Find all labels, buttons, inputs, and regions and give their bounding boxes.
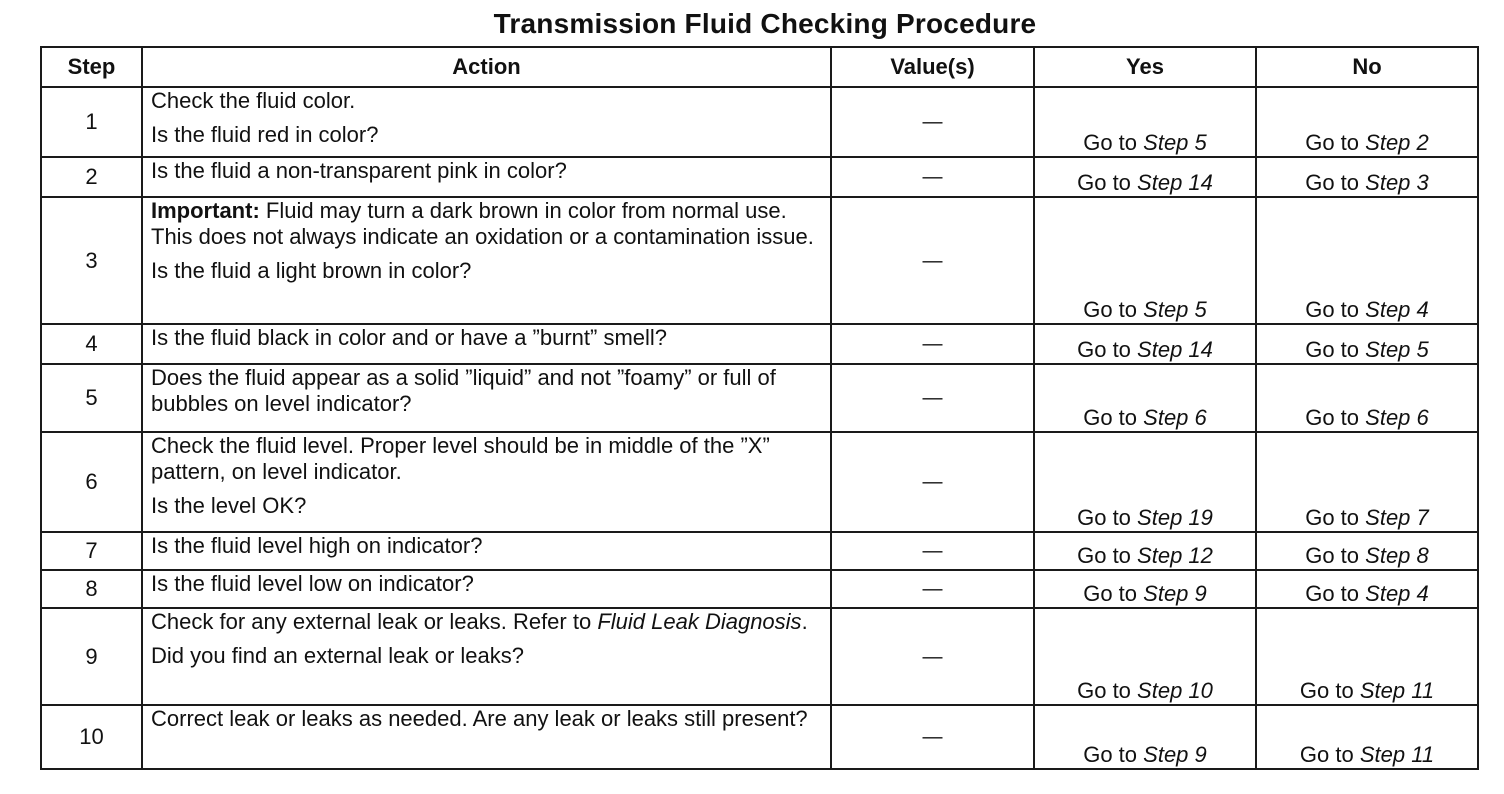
- table-body: [41, 87, 1478, 769]
- value-cell: —: [831, 570, 1034, 608]
- go-to-prefix: Go to: [1305, 130, 1360, 155]
- table-row: [41, 705, 1478, 769]
- go-to-step-yes: Step 9: [1143, 581, 1207, 606]
- col-header-action: Action: [142, 47, 831, 87]
- reference-title: Fluid Leak Diagnosis: [597, 609, 802, 634]
- go-to-step-yes: Step 12: [1137, 543, 1213, 568]
- action-paragraph: [151, 533, 822, 559]
- action-text: Fluid may turn a dark brown in color from normal use. This does not always indicate an oxidation or a contamination issue.: [151, 198, 814, 249]
- value-cell: —: [831, 608, 1034, 705]
- step-number: 7: [41, 532, 142, 570]
- table-row: [41, 324, 1478, 364]
- go-to-prefix: Go to: [1077, 337, 1131, 362]
- go-to-step-no: Step 6: [1365, 405, 1429, 430]
- value-cell: —: [831, 87, 1034, 157]
- col-header-step: Step: [41, 47, 142, 87]
- go-to-prefix: Go to: [1083, 581, 1138, 606]
- go-to-step-yes: Step 9: [1143, 742, 1207, 767]
- action-cell: [142, 197, 831, 324]
- step-number: 1: [41, 87, 142, 157]
- procedure-table: [40, 46, 1479, 770]
- table-row: [41, 87, 1478, 157]
- step-number: 8: [41, 570, 142, 608]
- no-cell: [1256, 570, 1478, 608]
- go-to-step-no: Step 11: [1359, 742, 1435, 767]
- col-header-no: No: [1256, 47, 1478, 87]
- no-cell: [1256, 87, 1478, 157]
- action-paragraph: [151, 198, 822, 250]
- go-to-prefix: Go to: [1083, 297, 1138, 322]
- step-number: 2: [41, 157, 142, 197]
- go-to-prefix: Go to: [1077, 170, 1131, 195]
- action-paragraph: [151, 325, 822, 351]
- action-text: Is the fluid a non-transparent pink in color?: [151, 158, 567, 183]
- table-row: [41, 532, 1478, 570]
- action-cell: [142, 364, 831, 432]
- action-paragraph: [151, 365, 822, 417]
- go-to-prefix: Go to: [1305, 543, 1360, 568]
- action-cell: [142, 608, 831, 705]
- go-to-step-no: Step 7: [1365, 505, 1429, 530]
- value-cell: —: [831, 532, 1034, 570]
- go-to-prefix: Go to: [1305, 337, 1360, 362]
- value-cell: —: [831, 364, 1034, 432]
- go-to-prefix: Go to: [1305, 505, 1360, 530]
- no-cell: [1256, 432, 1478, 532]
- action-cell: [142, 705, 831, 769]
- go-to-step-no: Step 5: [1365, 337, 1429, 362]
- yes-cell: [1034, 364, 1256, 432]
- important-label: Important:: [151, 198, 260, 223]
- action-paragraph: [151, 122, 822, 148]
- go-to-prefix: Go to: [1083, 130, 1138, 155]
- no-cell: [1256, 532, 1478, 570]
- go-to-prefix: Go to: [1083, 405, 1138, 430]
- go-to-prefix: Go to: [1077, 678, 1131, 703]
- no-cell: [1256, 608, 1478, 705]
- go-to-prefix: Go to: [1305, 581, 1360, 606]
- action-text: Does the fluid appear as a solid ”liquid” and not ”foamy” or full of bubbles on level indicator?: [151, 365, 776, 416]
- action-cell: [142, 324, 831, 364]
- table-row: [41, 608, 1478, 705]
- action-text: Check the fluid level. Proper level should be in middle of the ”X” pattern, on level indicator.: [151, 433, 770, 484]
- value-cell: —: [831, 197, 1034, 324]
- go-to-prefix: Go to: [1305, 405, 1360, 430]
- go-to-prefix: Go to: [1299, 742, 1354, 767]
- yes-cell: [1034, 87, 1256, 157]
- go-to-step-yes: Step 19: [1137, 505, 1213, 530]
- table-row: [41, 570, 1478, 608]
- value-cell: —: [831, 157, 1034, 197]
- action-paragraph: [151, 433, 822, 485]
- go-to-prefix: Go to: [1305, 170, 1360, 195]
- go-to-step-no: Step 8: [1365, 543, 1429, 568]
- action-text: Is the fluid a light brown in color?: [151, 258, 472, 283]
- go-to-step-no: Step 2: [1365, 130, 1429, 155]
- step-number: 4: [41, 324, 142, 364]
- action-cell: [142, 532, 831, 570]
- yes-cell: [1034, 432, 1256, 532]
- table-row: [41, 157, 1478, 197]
- yes-cell: [1034, 608, 1256, 705]
- go-to-step-yes: Step 14: [1137, 170, 1213, 195]
- yes-cell: [1034, 532, 1256, 570]
- step-number: 10: [41, 705, 142, 769]
- action-cell: [142, 570, 831, 608]
- value-cell: —: [831, 432, 1034, 532]
- go-to-prefix: Go to: [1299, 678, 1354, 703]
- action-paragraph: [151, 609, 822, 635]
- yes-cell: [1034, 324, 1256, 364]
- action-text: Is the level OK?: [151, 493, 307, 518]
- no-cell: [1256, 197, 1478, 324]
- table-row: [41, 197, 1478, 324]
- go-to-step-yes: Step 14: [1137, 337, 1213, 362]
- action-cell: [142, 157, 831, 197]
- action-text: Is the fluid level low on indicator?: [151, 571, 474, 596]
- action-paragraph: [151, 643, 822, 669]
- page-title: Transmission Fluid Checking Procedure: [493, 8, 1037, 39]
- step-number: 3: [41, 197, 142, 324]
- no-cell: [1256, 157, 1478, 197]
- action-text: Correct leak or leaks as needed. Are any leak or leaks still present?: [151, 706, 808, 731]
- value-cell: —: [831, 705, 1034, 769]
- action-text: Check for any external leak or leaks. Refer to: [151, 609, 598, 634]
- go-to-prefix: Go to: [1083, 742, 1138, 767]
- yes-cell: [1034, 157, 1256, 197]
- yes-cell: [1034, 705, 1256, 769]
- step-number: 9: [41, 608, 142, 705]
- action-paragraph: [151, 158, 822, 184]
- action-text: Did you find an external leak or leaks?: [151, 643, 524, 668]
- action-paragraph: [151, 571, 822, 597]
- go-to-step-yes: Step 10: [1137, 678, 1213, 703]
- action-cell: [142, 87, 831, 157]
- go-to-step-no: Step 11: [1359, 678, 1435, 703]
- no-cell: [1256, 324, 1478, 364]
- action-paragraph: [151, 88, 822, 114]
- action-text: Is the fluid red in color?: [151, 122, 379, 147]
- go-to-step-yes: Step 5: [1143, 130, 1207, 155]
- step-number: 6: [41, 432, 142, 532]
- col-header-yes: Yes: [1034, 47, 1256, 87]
- no-cell: [1256, 705, 1478, 769]
- action-text: Check the fluid color.: [151, 88, 356, 113]
- go-to-step-no: Step 4: [1365, 581, 1429, 606]
- action-paragraph: [151, 493, 822, 519]
- step-number: 5: [41, 364, 142, 432]
- action-text: Is the fluid level high on indicator?: [151, 533, 483, 558]
- value-cell: —: [831, 324, 1034, 364]
- go-to-step-yes: Step 6: [1143, 405, 1207, 430]
- go-to-prefix: Go to: [1077, 543, 1131, 568]
- col-header-values: Value(s): [831, 47, 1034, 87]
- yes-cell: [1034, 570, 1256, 608]
- go-to-step-no: Step 4: [1365, 297, 1429, 322]
- action-cell: [142, 432, 831, 532]
- table-row: [41, 432, 1478, 532]
- action-text: Is the fluid black in color and or have a ”burnt” smell?: [151, 325, 668, 350]
- go-to-prefix: Go to: [1077, 505, 1131, 530]
- action-paragraph: [151, 258, 822, 284]
- go-to-step-yes: Step 5: [1143, 297, 1207, 322]
- action-paragraph: [151, 706, 822, 732]
- no-cell: [1256, 364, 1478, 432]
- yes-cell: [1034, 197, 1256, 324]
- header-row: [41, 47, 1478, 87]
- go-to-prefix: Go to: [1305, 297, 1360, 322]
- table-row: [41, 364, 1478, 432]
- action-text-end: .: [801, 609, 808, 634]
- go-to-step-no: Step 3: [1365, 170, 1429, 195]
